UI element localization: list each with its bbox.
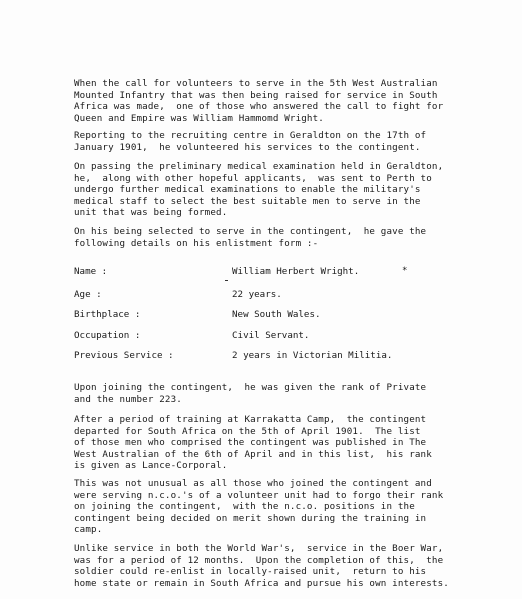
- paragraph-recruiting: Reporting to the recruiting centre in Geraldton on the 17th of January 1901, he volunteered his services to the contingent.: [74, 130, 427, 153]
- enlistment-row-birthplace: [74, 309, 504, 321]
- paragraph-nco: This was not unusual as all those who joined the contingent and were serving n.c.o.'s of a volunteer unit had to forgo their rank on joining the contingent, with the n.c.o. positions in the contingent being decided on merit shown during the training in camp.: [74, 478, 444, 535]
- stray-mark: [225, 280, 228, 281]
- paragraph-intro: When the call for volunteers to serve in the 5th West Australian Mounted Infantry that was then being raised for service in South Africa was made, one of those who answered the call to fight for Queen and Empire was William Hammomd Wright.: [74, 78, 444, 124]
- enlistment-row-occupation: [74, 330, 504, 342]
- birthplace-value: New South Wales.: [232, 309, 321, 320]
- paragraph-rank: Upon joining the contingent, he was given the rank of Private and the number 223.: [74, 382, 427, 405]
- birthplace-label: Birthplace :: [74, 309, 141, 320]
- asterisk-mark: *: [402, 266, 408, 276]
- enlistment-row-age: [74, 289, 504, 301]
- occupation-label: Occupation :: [74, 330, 141, 341]
- occupation-value: Civil Servant.: [232, 330, 310, 341]
- age-value: 22 years.: [232, 289, 282, 300]
- enlistment-row-previous-service: [74, 350, 504, 362]
- previous-service-label: Previous Service :: [74, 350, 174, 361]
- name-label: Name :: [74, 266, 108, 277]
- paragraph-medical: On passing the preliminary medical examination held in Geraldton, he, along with other hopeful applicants, was sent to Perth to undergo further medical examinations to enable the military's medical staff to select the best suitable men to serve in the unit that was being formed.: [74, 161, 444, 218]
- paragraph-selection: On his being selected to serve in the contingent, he gave the following details on his enlistment form :-: [74, 226, 427, 249]
- age-label: Age :: [74, 289, 102, 300]
- name-value: William Herbert Wright.: [232, 266, 360, 277]
- paragraph-training: After a period of training at Karrakatta Camp, the contingent departed for South Africa on the 5th of April 1901. The list of those men who comprised the contingent was published in The West Australian of the 6th of April and in this list, his rank is given as Lance-Corporal.: [74, 414, 432, 471]
- paragraph-boer-war-service: Unlike service in both the World War's, service in the Boer War, was for a period of 12 months. Upon the completion of this, the soldier could re-enlist in locally-raised unit, return to his home state or remain in South Africa and pursue his own interests.: [74, 543, 449, 589]
- previous-service-value: 2 years in Victorian Militia.: [232, 350, 393, 361]
- enlistment-row-name: [74, 266, 504, 278]
